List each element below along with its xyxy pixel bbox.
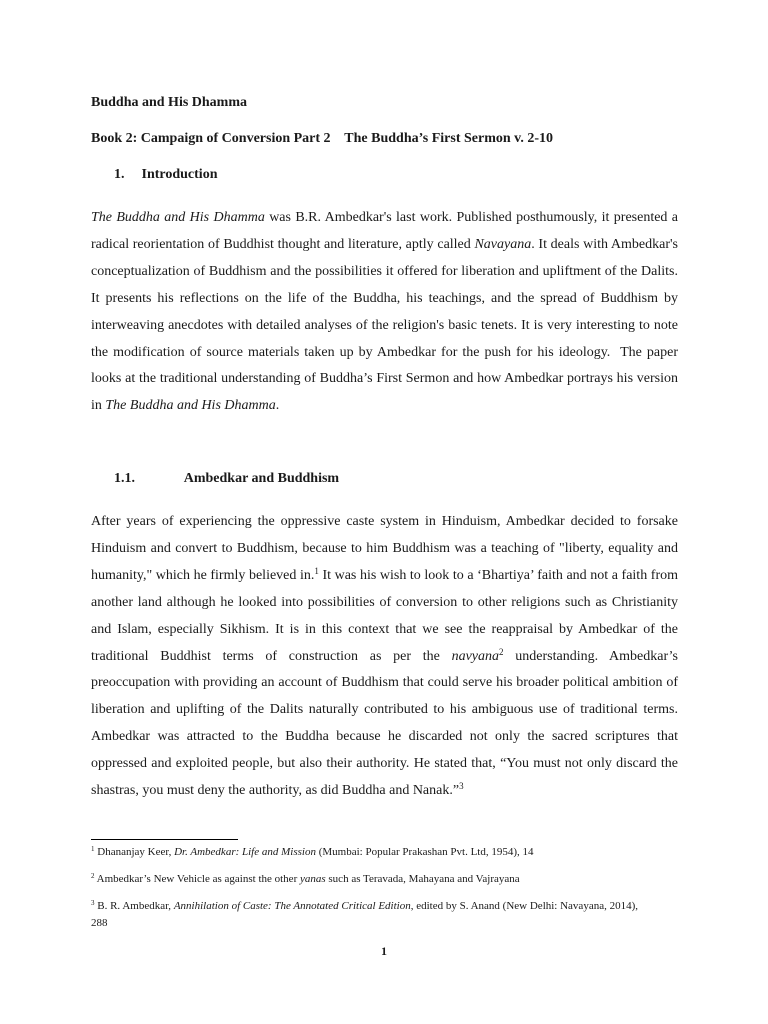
intro-text: was B.R. Ambedkar's last work. Published posthumously, it presented a radical reorientation of Buddhist thought and literature, aptly called xyxy=(91,210,679,252)
section-heading-introduction xyxy=(91,166,217,184)
document-title: Buddha and His Dhamma xyxy=(91,95,248,110)
footnote xyxy=(91,898,651,932)
navayana-term: Navayana xyxy=(474,236,532,252)
section-number: 1. xyxy=(114,167,125,182)
page-number: 1 xyxy=(381,944,387,958)
footnote-ref[interactable]: 1 xyxy=(314,565,319,576)
footnote-text: (Mumbai: Popular Prakashan Pvt. Ltd, 1954), 14 xyxy=(315,846,534,858)
document-subtitle: Book 2: Campaign of Conversion Part 2 The Buddha’s First Sermon v. 2-10 xyxy=(91,131,554,146)
work-title: The Buddha and His Dhamma xyxy=(91,210,265,225)
body-text: It was his wish to look to a ‘Bhartiya’ faith and not a faith from another land although he looked into possibilities of conversion to other religions such as Christianity and Islam, especially Sikhism. It is in this context that we see the reappraisal by Ambedkar of the traditional Buddhist terms of construction as per the xyxy=(91,567,678,664)
navyana-term: navyana xyxy=(451,648,500,664)
footnote-text: , edited by S. Anand (New Delhi: Navayana, 2014), 288 xyxy=(91,900,638,929)
footnote-text: Dhananjay Keer, xyxy=(94,846,175,858)
section-number: 1.1. xyxy=(114,471,135,486)
intro-text: . xyxy=(275,398,280,414)
intro-text: . It deals with Ambedkar's conceptualization of Buddhism and the possibilities it offered for liberation and upliftment of the Dalits. It presents his reflections on the life of the Buddha, his teachings, and the spread of Buddhism by interweaving anecdotes with detailed analyses of the religion's basic tenets. It is very interesting to note the modification of source materials taken up by Ambedkar for the push for his ideology. The paper looks at the traditional understanding of Buddha’s First Sermon and how Ambedkar portrays his version in xyxy=(91,236,678,414)
footnote-divider xyxy=(91,839,238,840)
footnote xyxy=(91,871,651,888)
work-title: The Buddha and His Dhamma xyxy=(105,398,276,414)
footnote-mark: 2 xyxy=(91,872,95,880)
footnote-text: B. R. Ambedkar, xyxy=(94,900,174,912)
footnote-title: Annihilation of Caste: The Annotated Critical Edition xyxy=(173,900,411,912)
footnote-title: yanas xyxy=(299,873,326,885)
footnote-title: Dr. Ambedkar: Life and Mission xyxy=(174,846,316,858)
section-title: Introduction xyxy=(141,167,218,182)
footnote-mark: 1 xyxy=(91,845,95,853)
footnote-mark: 3 xyxy=(91,899,95,907)
footnote-text: Ambedkar’s New Vehicle as against the other xyxy=(94,873,300,885)
section-heading-ambedkar-buddhism xyxy=(91,470,339,488)
body-text: understanding. Ambedkar’s preoccupation with providing an account of Buddhism that could serve his broader political ambition of liberation and uplifting of the Dalits naturally contributed to his ambiguous use of traditional terms. Ambedkar was attracted to the Buddha because he discarded not only the sacred scriptures that oppressed and exploited people, but also their authority. He stated that, “You must not only discard the shastras, you must deny the authority, as did Buddha and Nanak.” xyxy=(91,648,678,799)
footnote xyxy=(91,844,651,861)
footnote-ref[interactable]: 2 xyxy=(499,646,504,657)
introduction-paragraph xyxy=(91,205,678,420)
footnote-text: such as Teravada, Mahayana and Vajrayana xyxy=(325,873,520,885)
section-title: Ambedkar and Buddhism xyxy=(183,471,340,486)
body-text: After years of experiencing the oppressive caste system in Hinduism, Ambedkar decided to forsake Hinduism and convert to Buddhism, because to him Buddhism was a teaching of "liberty, equality and humanity," which he firmly believed in. xyxy=(91,514,678,583)
body-paragraph xyxy=(91,509,678,805)
footnote-ref[interactable]: 3 xyxy=(459,781,464,792)
